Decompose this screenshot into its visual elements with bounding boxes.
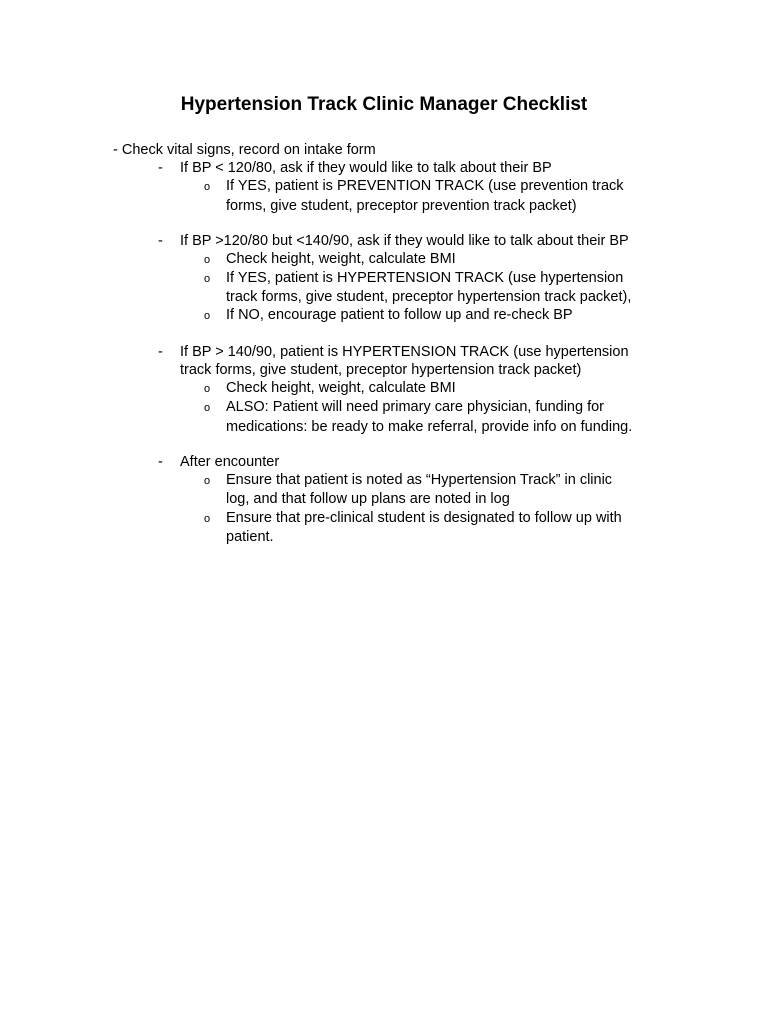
section-dash: -: [158, 233, 163, 249]
item-text: Check height, weight, calculate BMI: [226, 251, 456, 267]
item-text: If NO, encourage patient to follow up and re-check BP: [226, 307, 573, 323]
section-text: track forms, give student, preceptor hypertension track packet): [180, 362, 582, 378]
item-text: Check height, weight, calculate BMI: [226, 380, 456, 396]
section-text: If BP >120/80 but <140/90, ask if they would like to talk about their BP: [180, 233, 629, 249]
item-bullet: o: [204, 402, 211, 414]
item-text: If YES, patient is PREVENTION TRACK (use prevention track: [226, 178, 624, 194]
item-text: medications: be ready to make referral, provide info on funding.: [226, 419, 633, 435]
document-title: Hypertension Track Clinic Manager Checklist: [180, 94, 588, 115]
item-text: forms, give student, preceptor prevention track packet): [226, 198, 577, 214]
item-text: log, and that follow up plans are noted in log: [226, 491, 510, 507]
item-text: ALSO: Patient will need primary care physician, funding for: [226, 399, 604, 415]
intro-line: - Check vital signs, record on intake form: [113, 142, 376, 158]
item-bullet: o: [204, 513, 211, 525]
item-text: Ensure that patient is noted as “Hypertension Track” in clinic: [226, 472, 613, 488]
item-bullet: o: [204, 475, 211, 487]
item-bullet: o: [204, 273, 211, 285]
item-text: track forms, give student, preceptor hypertension track packet),: [226, 289, 632, 305]
item-text: If YES, patient is HYPERTENSION TRACK (use hypertension: [226, 270, 624, 286]
section-dash: -: [158, 344, 163, 360]
item-bullet: o: [204, 181, 211, 193]
item-text: Ensure that pre-clinical student is designated to follow up with: [226, 510, 622, 526]
section-text: After encounter: [180, 454, 280, 470]
section-text: If BP < 120/80, ask if they would like to talk about their BP: [180, 160, 552, 176]
section-text: If BP > 140/90, patient is HYPERTENSION TRACK (use hypertension: [180, 344, 629, 360]
item-bullet: o: [204, 310, 211, 322]
section-dash: -: [158, 454, 163, 470]
item-text: patient.: [226, 529, 274, 545]
item-bullet: o: [204, 383, 211, 395]
section-dash: -: [158, 160, 163, 176]
item-bullet: o: [204, 254, 211, 266]
